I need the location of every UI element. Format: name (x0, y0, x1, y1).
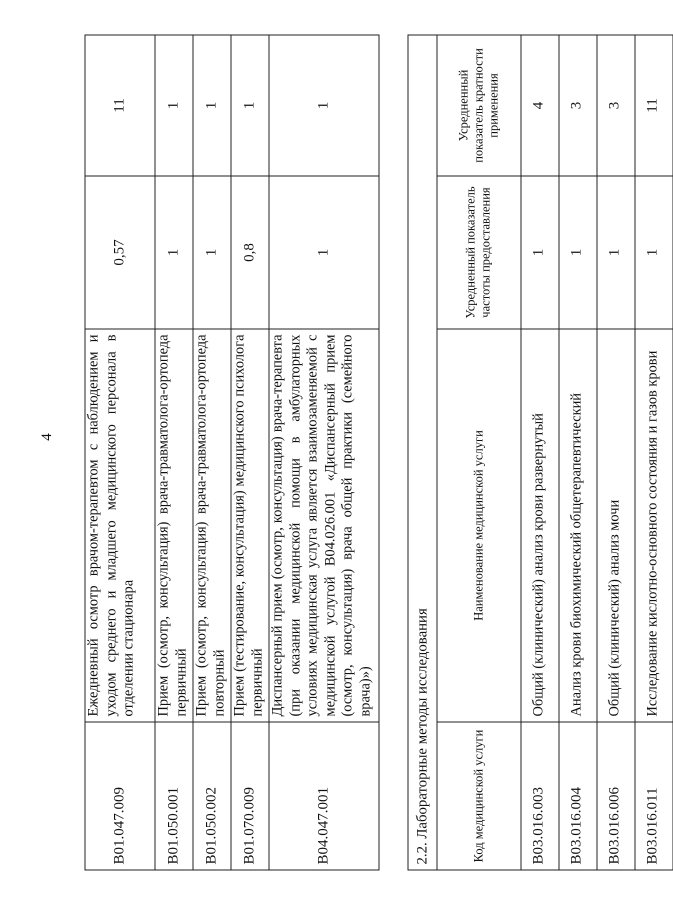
frequency-value: 1 (269, 176, 379, 329)
table-row (85, 35, 155, 870)
header-name: Наименование медицинской услуги (437, 329, 521, 722)
service-code: B03.016.003 (521, 722, 559, 870)
frequency-value: 1 (597, 176, 635, 329)
service-name: Диспансерный прием (осмотр, консультация) врача-терапевта (при оказании медицинской помощи в амбулаторных условиях медицинская услуга является взаимозаменяемой с медицинской услугой B04.026.001 «Диспансерный прием (осмотр, консультация) врача общей практики (семейного врача)») (269, 329, 379, 722)
service-name: Анализ крови биохимический общетерапевтический (559, 329, 597, 722)
multiplicity-value: 1 (155, 35, 193, 176)
table-row (231, 35, 269, 870)
service-name: Общий (клинический) анализ крови развернутый (521, 329, 559, 722)
laboratory-methods-table (408, 34, 673, 870)
service-code: B01.070.009 (231, 722, 269, 870)
multiplicity-value: 11 (85, 35, 155, 176)
frequency-value: 1 (559, 176, 597, 329)
rotated-page (48, 35, 661, 870)
multiplicity-value: 1 (193, 35, 231, 176)
table-row (155, 35, 193, 870)
multiplicity-value: 4 (521, 34, 559, 175)
table-row (559, 34, 597, 869)
services-table-continued (85, 34, 380, 870)
table-row (269, 35, 379, 870)
service-name: Прием (тестирование, консультация) медицинского психолога первичный (231, 329, 269, 722)
frequency-value: 0,8 (231, 176, 269, 329)
multiplicity-value: 11 (635, 34, 673, 175)
table-row (635, 34, 673, 869)
service-name: Общий (клинический) анализ мочи (597, 329, 635, 722)
frequency-value: 0,57 (85, 176, 155, 329)
frequency-value: 1 (635, 176, 673, 329)
service-code: B03.016.006 (597, 722, 635, 870)
service-code: B01.050.001 (155, 722, 193, 870)
header-code: Код медицинской услуги (437, 722, 521, 870)
service-name: Прием (осмотр, консультация) врача-травматолога-ортопеда повторный (193, 329, 231, 722)
service-name: Прием (осмотр, консультация) врача-травматолога-ортопеда первичный (155, 329, 193, 722)
service-code: B01.050.002 (193, 722, 231, 870)
frequency-value: 1 (193, 176, 231, 329)
page-number: 4 (39, 433, 55, 441)
header-frequency: Усредненный показатель частоты предоставления (437, 176, 521, 329)
service-code: B03.016.011 (635, 722, 673, 870)
service-code: B03.016.004 (559, 722, 597, 870)
table-row (521, 34, 559, 869)
frequency-value: 1 (155, 176, 193, 329)
table-header-row (437, 34, 521, 869)
service-name: Ежедневный осмотр врачом-терапевтом с наблюдением и уходом среднего и младшего медицинского персонала в отделении стационара (85, 329, 155, 722)
document-content (48, 35, 661, 870)
service-code: B01.047.009 (85, 722, 155, 870)
section-title: 2.2. Лабораторные методы исследования (408, 34, 437, 869)
service-name: Исследование кислотно-основного состояния и газов крови (635, 329, 673, 722)
multiplicity-value: 1 (231, 35, 269, 176)
frequency-value: 1 (521, 176, 559, 329)
table-row (193, 35, 231, 870)
header-multiplicity: Усредненный показатель кратности применения (437, 34, 521, 175)
multiplicity-value: 3 (559, 34, 597, 175)
service-code: B04.047.001 (269, 722, 379, 870)
multiplicity-value: 3 (597, 34, 635, 175)
section-title-row (408, 34, 437, 869)
table-row (597, 34, 635, 869)
multiplicity-value: 1 (269, 35, 379, 176)
